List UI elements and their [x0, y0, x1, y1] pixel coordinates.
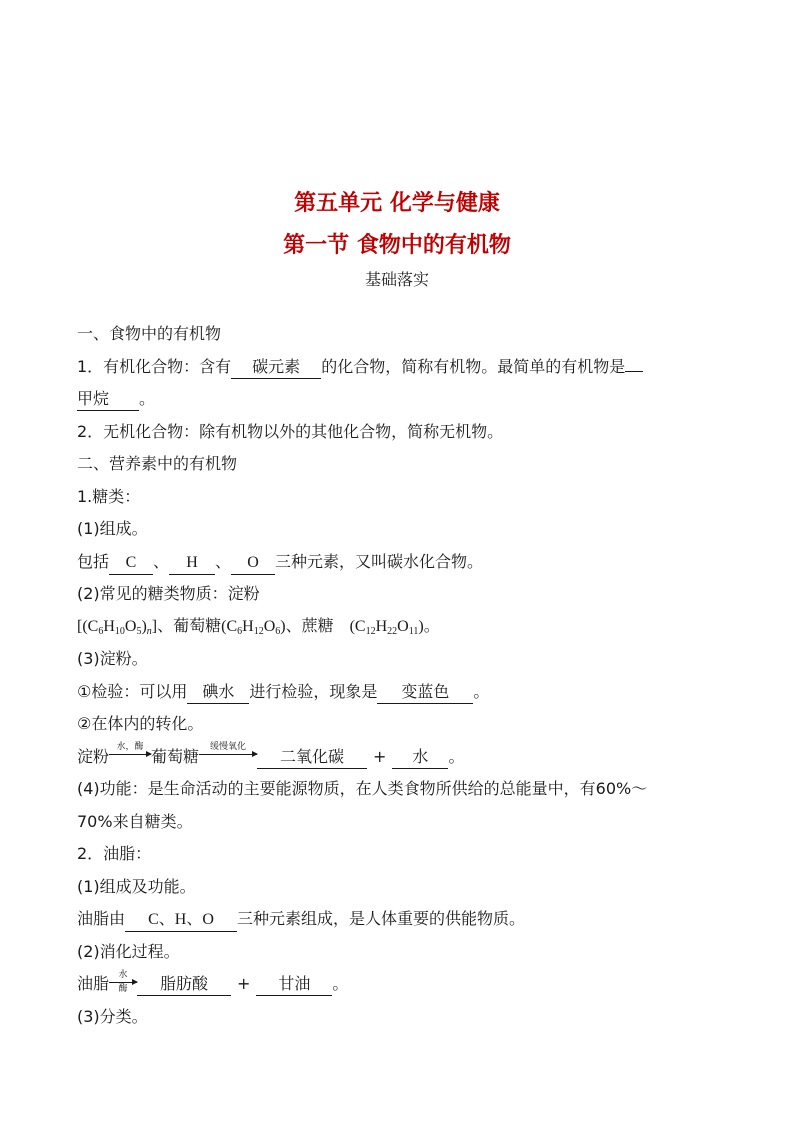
starch-conversion-heading: ②在体内的转化。	[77, 714, 204, 733]
blank-answer: O	[231, 552, 275, 575]
inorganic-compound-definition: 2．无机化合物：除有机物以外的其他化合物，简称无机物。	[77, 421, 504, 441]
blank-answer: 甲烷	[77, 388, 139, 411]
starch-heading: (3)淀粉。	[77, 649, 148, 668]
blank-answer: 水	[392, 746, 448, 769]
fat-composition: 油脂由 C、H、O 三种元素组成，是人体重要的供能物质。	[77, 903, 727, 936]
sugar-composition-heading: (1)组成。	[77, 519, 148, 538]
organic-compound-definition: 1．有机化合物：含有 碳元素 的化合物，简称有机物。最简单的有机物是	[77, 351, 727, 384]
fat-classification-heading: (3)分类。	[77, 1006, 148, 1026]
sugar-function: (4)功能：是生命活动的主要能源物质，在人类食物所供给的总能量中，有60%～	[77, 779, 648, 798]
blank-answer: C、H、O	[125, 909, 237, 932]
organic-compound-definition-cont: 甲烷 。	[77, 383, 727, 416]
reaction-arrow: 水 酶	[109, 970, 137, 1000]
fat-heading: 2．油脂：	[77, 844, 152, 863]
reaction-arrow: 水，酶	[109, 742, 151, 772]
blank-answer: C	[109, 552, 153, 575]
blank-answer: 碳元素	[231, 356, 321, 379]
blank-answer: 甘油	[256, 973, 332, 996]
unit-title: 第五单元 化学与健康	[294, 191, 500, 216]
blank-answer: 碘水	[187, 681, 249, 704]
sugar-heading: 1.糖类：	[77, 486, 141, 506]
subtitle: 基础落实	[364, 270, 429, 289]
blank-answer-start	[625, 371, 643, 372]
blank-answer: 脂肪酸	[137, 973, 231, 996]
sugar-formulas: $[(C_6H_{10}O_5)_n]$、葡萄糖$(C_6H_{12}O_6)$、蔗糖 $(C_{12}H_{22}O_{11})$。	[77, 617, 440, 637]
blank-answer: 变蓝色	[377, 681, 473, 704]
section-heading-1: 一、食物中的有机物	[77, 324, 222, 343]
worksheet-body	[77, 318, 727, 1033]
sugar-composition: 包括 C 、 H 、 O 三种元素，又叫碳水化合物。	[77, 546, 727, 579]
fat-digestion: 油脂 水 酶 脂肪酸 + 甘油 。	[77, 968, 727, 1001]
reaction-arrow: 缓慢氧化	[199, 742, 257, 772]
blank-answer: H	[169, 552, 215, 575]
fat-composition-heading: (1)组成及功能。	[77, 876, 196, 896]
starch-test: ①检验：可以用 碘水 进行检验，现象是 变蓝色 。	[77, 676, 727, 709]
digestion-heading: (2)消化过程。	[77, 941, 180, 961]
starch-conversion: 淀粉 水，酶 葡萄糖 缓慢氧化 二氧化碳 + 水 。	[77, 741, 727, 774]
sugar-function-cont: 70%来自糖类。	[77, 811, 193, 831]
section-title: 第一节 食物中的有机物	[283, 233, 511, 258]
blank-answer: 二氧化碳	[257, 746, 367, 769]
common-sugars-heading: (2)常见的糖类物质：淀粉	[77, 584, 260, 603]
section-heading-2: 二、营养素中的有机物	[77, 454, 238, 473]
